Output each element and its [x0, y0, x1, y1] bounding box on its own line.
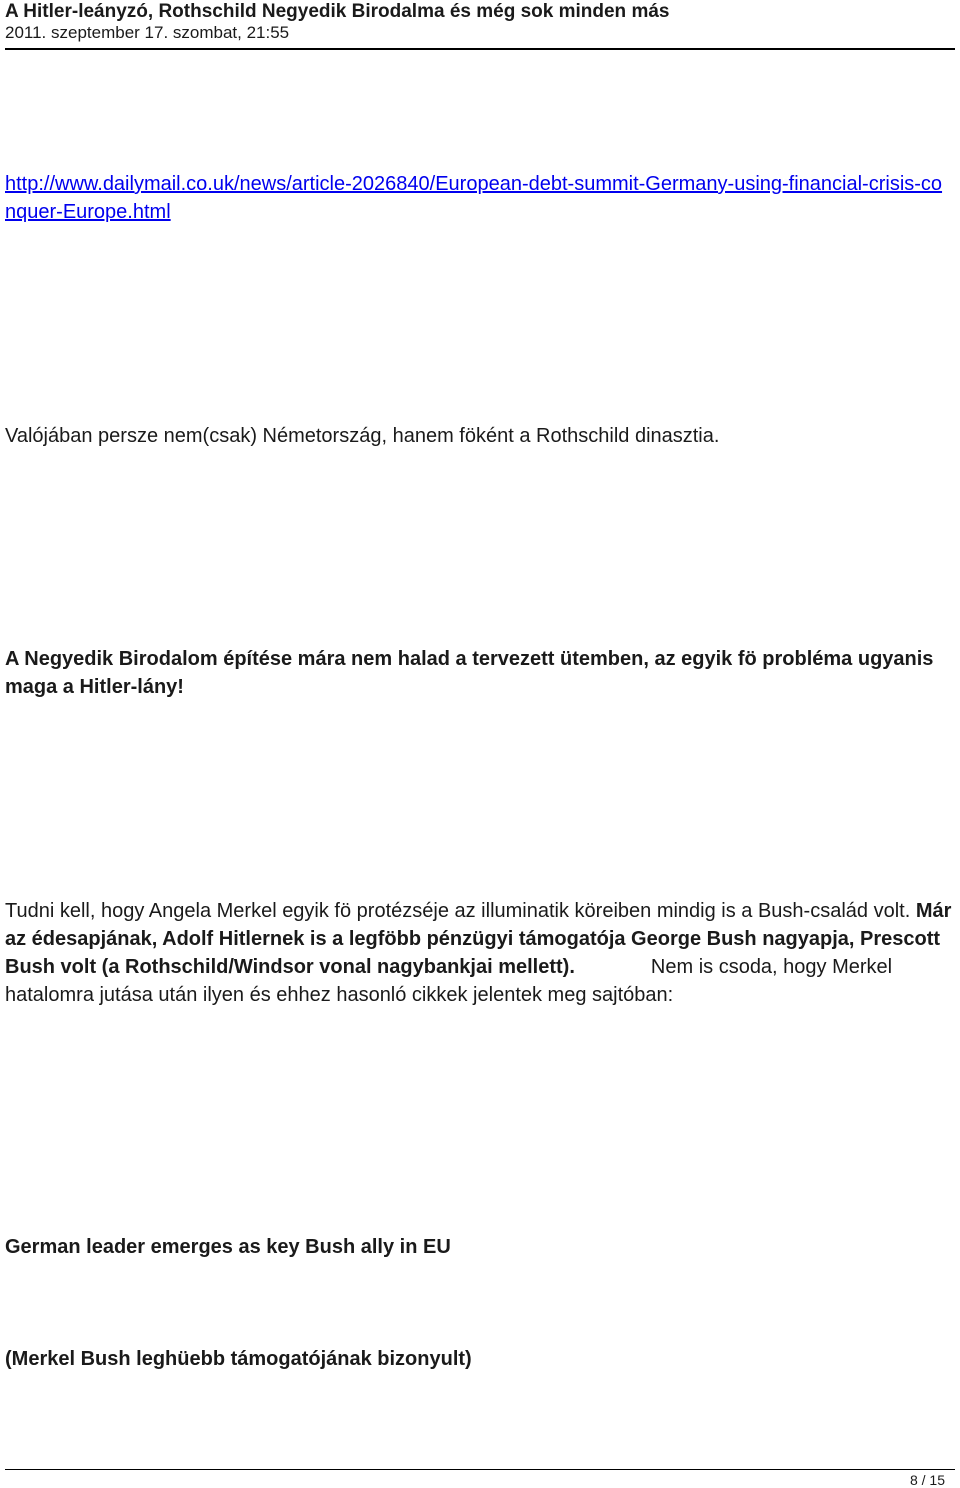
heading-merkel-bush: (Merkel Bush leghüebb támogatójának bizonyult) [5, 1348, 472, 1370]
paragraph-rothschild: Valójában persze nem(csak) Németország, hanem föként a Rothschild dinasztia. [5, 425, 720, 447]
paragraph-merkel-bush [5, 897, 955, 1009]
header-divider [5, 48, 955, 50]
footer-divider [5, 1469, 955, 1470]
source-link[interactable]: http://www.dailymail.co.uk/news/article-2026840/European-debt-summit-Germany-using-financial-crisis-conquer-Europe.html [5, 173, 943, 223]
paragraph-merkel-bush-tail: Nem is csoda, hogy Merkel hatalomra jutása után ilyen és ehhez hasonló cikkek jelentek meg sajtóban: [5, 956, 893, 1006]
article-date: 2011. szeptember 17. szombat, 21:55 [5, 23, 290, 42]
paragraph-merkel-bush-bold: Már az édesapjának, Adolf Hitlernek is a legföbb pénzügyi támogatója George Bush nagyapja, Prescott Bush volt (a Rothschild/Windsor vonal nagybankjai mellett). [5, 900, 952, 978]
article-title: A Hitler-leányzó, Rothschild Negyedik Birodalma és még sok minden más [5, 1, 670, 22]
heading-german-leader: German leader emerges as key Bush ally in EU [5, 1236, 451, 1258]
page-number: 8 / 15 [909, 1472, 945, 1488]
paragraph-merkel-bush-plain: Tudni kell, hogy Angela Merkel egyik fö protézséje az illuminatik köreiben mindig is a Bush-család volt. [5, 900, 911, 922]
paragraph-fourth-reich: A Negyedik Birodalom építése mára nem halad a tervezett ütemben, az egyik fö probléma ugyanis maga a Hitler-lány! [5, 648, 934, 698]
